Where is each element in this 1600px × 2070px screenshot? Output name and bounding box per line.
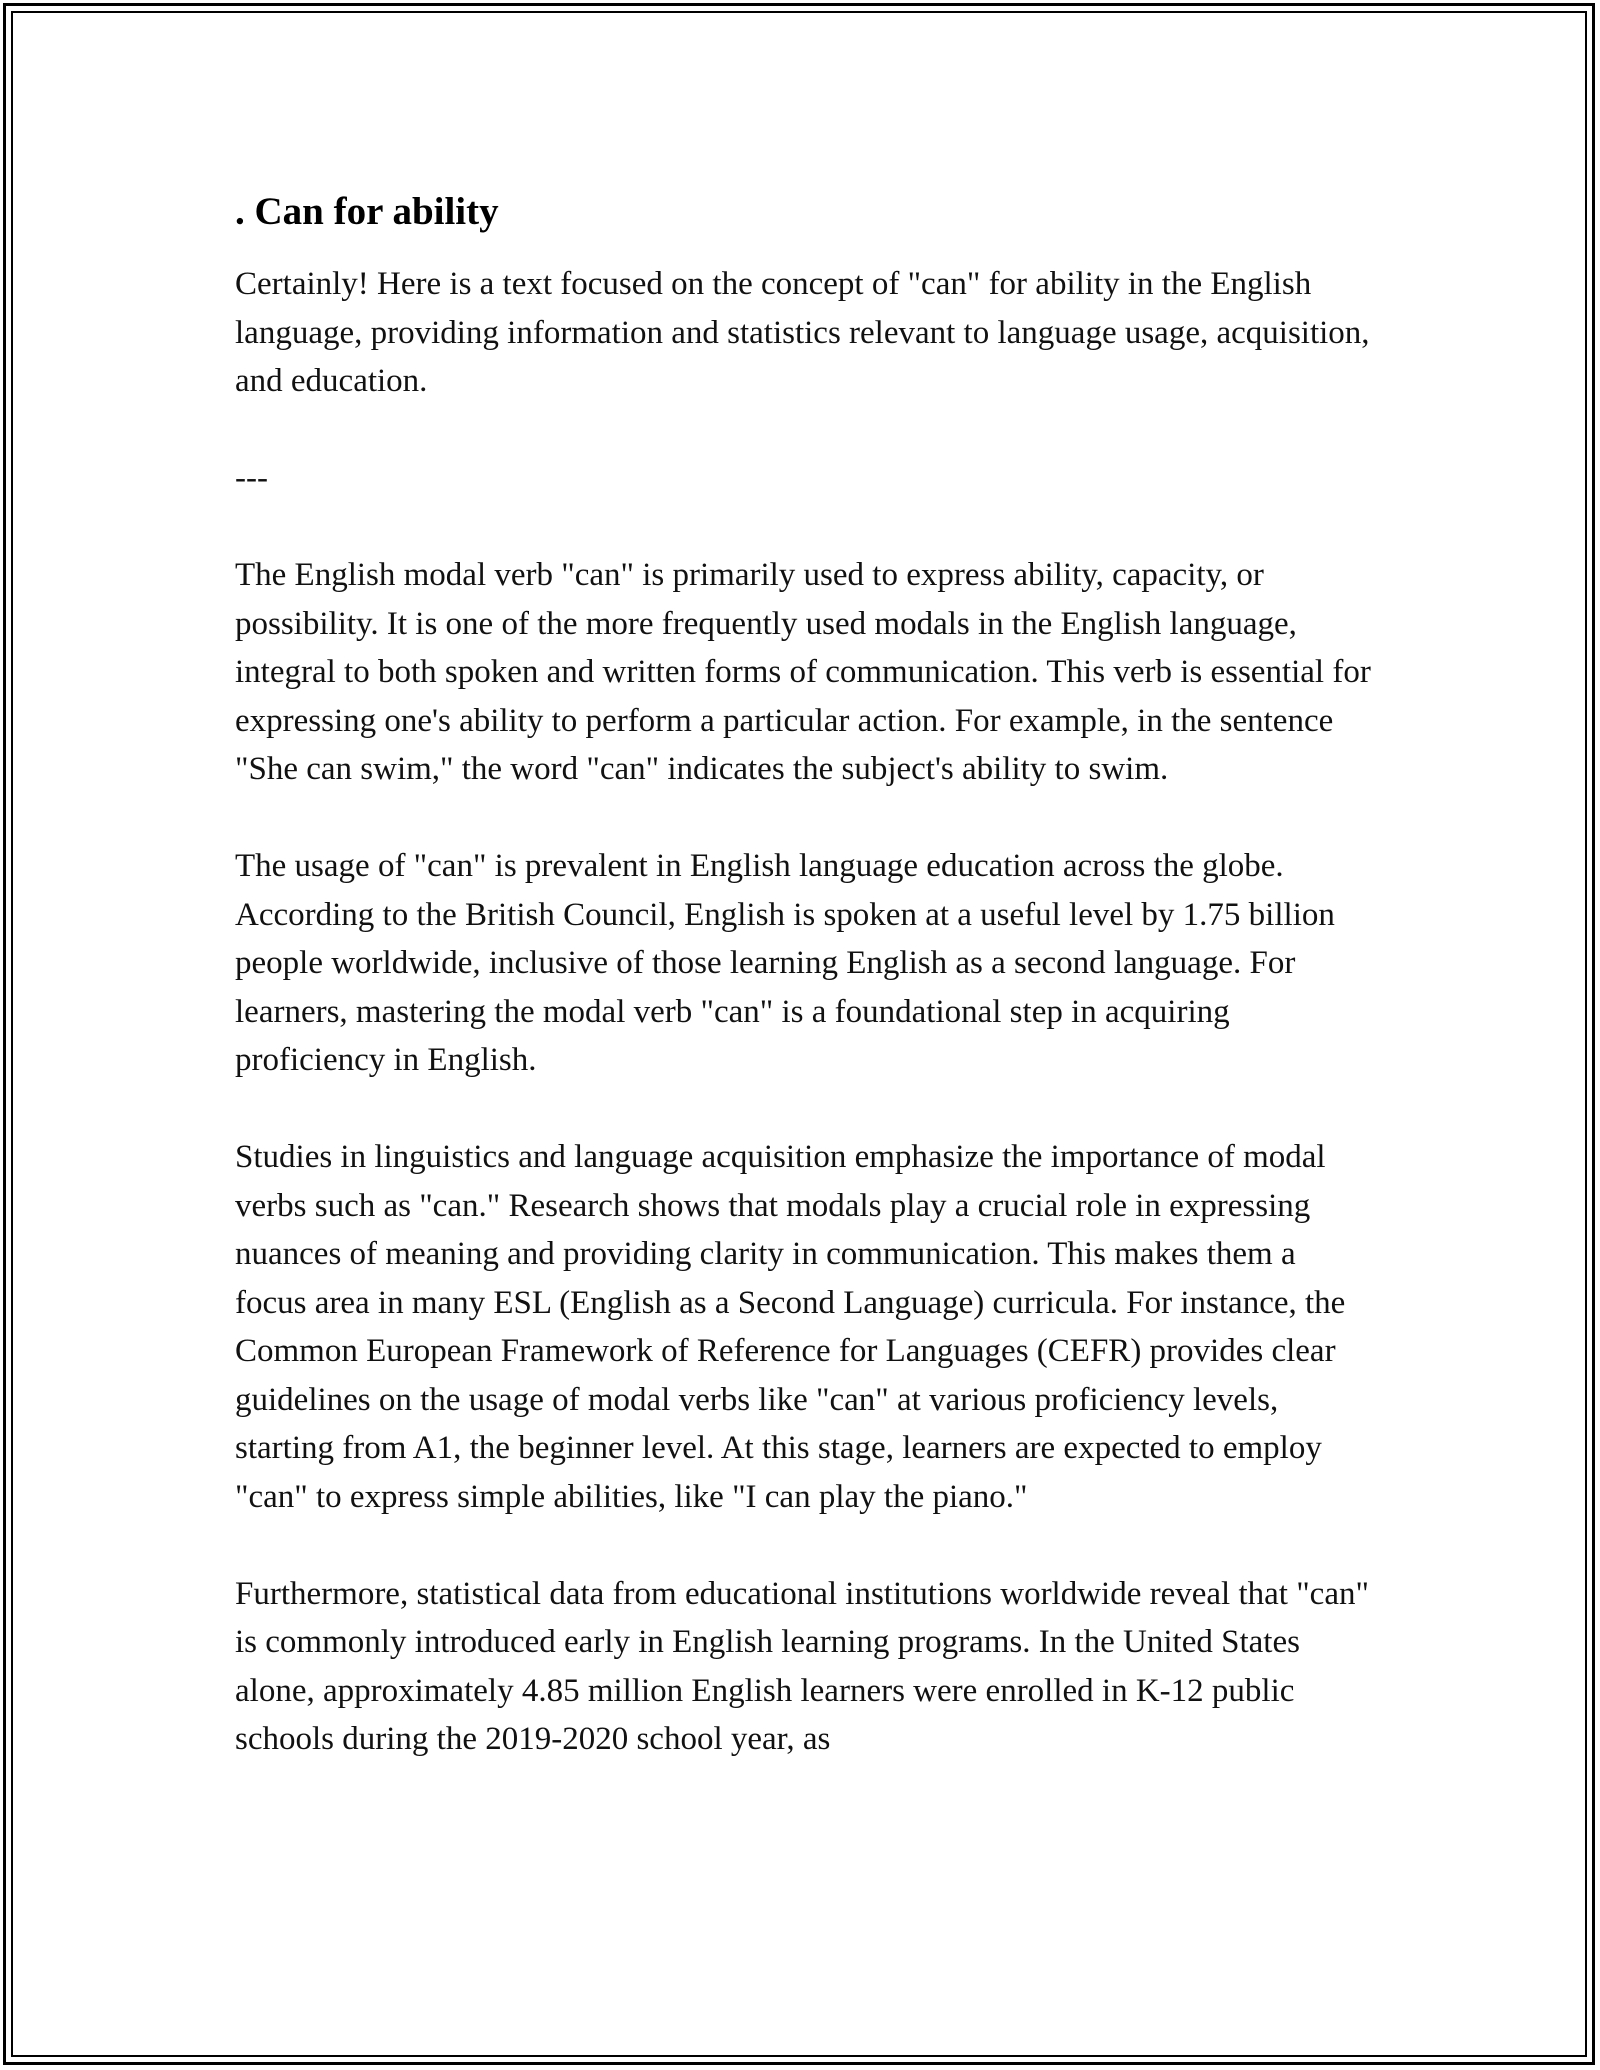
paragraph-usage: The usage of "can" is prevalent in English language education across the globe. According to the British Council, English is spoken at a useful level by 1.75 billion people worldwide, inclusive of those learning English as a second language. For learners, mastering the modal verb "can" is a foundational step in acquiring proficiency in English. [235,848,1335,1078]
document-body [235,186,1375,1812]
paragraph-statistics: Furthermore, statistical data from educational institutions worldwide reveal that "can" is commonly introduced early in English learning programs. In the United States alone, approximately 4.85 million English learners were enrolled in K-12 public schools during the 2019-2020 school year, as [235,1575,1369,1757]
intro-paragraph: Certainly! Here is a text focused on the concept of "can" for ability in the English language, providing information and statistics relevant to language usage, acquisition, and education. [235,266,1370,399]
paragraph-studies: Studies in linguistics and language acquisition emphasize the importance of modal verbs such as "can." Research shows that modals play a crucial role in expressing nuances of meaning and providing clarity in communication. This makes them a focus area in many ESL (English as a Second Language) curricula. For instance, the Common European Framework of Reference for Languages (CEFR) provides clear guidelines on the usage of modal verbs like "can" at various proficiency levels, starting from A1, the beginner level. At this stage, learners are expected to employ "can" to express simple abilities, like "I can play the piano." [235,1139,1346,1515]
paragraph-modal-verb: The English modal verb "can" is primarily used to express ability, capacity, or possibility. It is one of the more frequently used modals in the English language, integral to both spoken and written forms of communication. This verb is essential for expressing one's ability to perform a particular action. For example, in the sentence "She can swim," the word "can" indicates the subject's ability to swim. [235,557,1371,787]
document-title: . Can for ability [235,190,499,233]
separator-line: --- [235,460,268,496]
